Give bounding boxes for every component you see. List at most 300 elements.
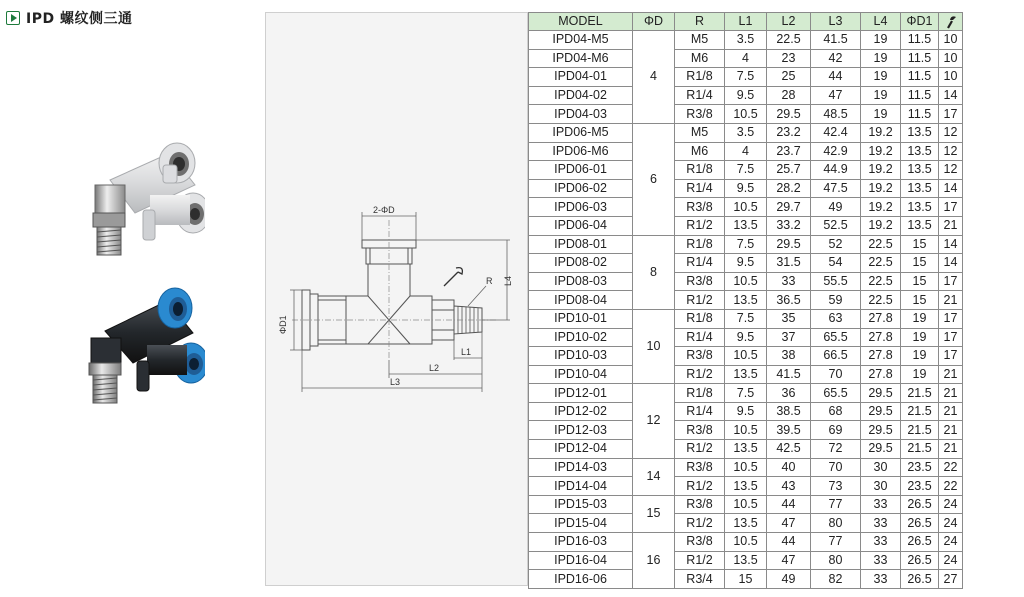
cell-d1: 11.5: [901, 31, 939, 50]
cell-model: IPD14-04: [529, 477, 633, 496]
cell-l1: 10.5: [725, 105, 767, 124]
cell-d: 15: [633, 495, 675, 532]
cell-model: IPD14-03: [529, 458, 633, 477]
cell-hex: 21: [939, 384, 963, 403]
cell-d1: 11.5: [901, 49, 939, 68]
cell-l3: 42.9: [811, 142, 861, 161]
cell-l1: 10.5: [725, 272, 767, 291]
cell-l3: 52: [811, 235, 861, 254]
cell-r: R1/8: [675, 309, 725, 328]
cell-d1: 19: [901, 309, 939, 328]
cell-l1: 7.5: [725, 68, 767, 87]
cell-l4: 29.5: [861, 384, 901, 403]
cell-hex: 14: [939, 254, 963, 273]
cell-l3: 70: [811, 458, 861, 477]
cell-r: R1/2: [675, 291, 725, 310]
cell-l1: 10.5: [725, 495, 767, 514]
cell-l2: 33.2: [767, 216, 811, 235]
cell-d1: 13.5: [901, 161, 939, 180]
cell-hex: 10: [939, 31, 963, 50]
cell-l2: 43: [767, 477, 811, 496]
cell-l2: 25.7: [767, 161, 811, 180]
table-row: [529, 570, 963, 589]
cell-l3: 70: [811, 365, 861, 384]
cell-l1: 13.5: [725, 551, 767, 570]
cell-l4: 19.2: [861, 179, 901, 198]
cell-model: IPD12-01: [529, 384, 633, 403]
table-row: [529, 458, 963, 477]
table-row: [529, 291, 963, 310]
header-d: ΦD: [633, 13, 675, 31]
cell-l4: 27.8: [861, 365, 901, 384]
cell-model: IPD10-01: [529, 309, 633, 328]
cell-model: IPD08-04: [529, 291, 633, 310]
cell-l2: 44: [767, 533, 811, 552]
cell-l3: 55.5: [811, 272, 861, 291]
cell-l4: 29.5: [861, 402, 901, 421]
black-fitting-photo: [55, 283, 205, 408]
cell-l2: 33: [767, 272, 811, 291]
label-l4: L4: [503, 275, 513, 286]
technical-drawing: [272, 200, 522, 400]
cell-l2: 38.5: [767, 402, 811, 421]
cell-l4: 19: [861, 31, 901, 50]
table-row: [529, 235, 963, 254]
cell-model: IPD04-M6: [529, 49, 633, 68]
cell-d1: 13.5: [901, 198, 939, 217]
cell-l4: 33: [861, 495, 901, 514]
cell-model: IPD06-01: [529, 161, 633, 180]
cell-d1: 13.5: [901, 123, 939, 142]
header-l4: L4: [861, 13, 901, 31]
cell-l2: 40: [767, 458, 811, 477]
table-row: [529, 347, 963, 366]
cell-l2: 36.5: [767, 291, 811, 310]
cell-d: 8: [633, 235, 675, 309]
cell-r: R1/8: [675, 161, 725, 180]
label-l2: L2: [429, 363, 440, 373]
cell-hex: 24: [939, 495, 963, 514]
cell-d: 12: [633, 384, 675, 458]
cell-d: 4: [633, 31, 675, 124]
cell-r: R3/8: [675, 105, 725, 124]
cell-l4: 22.5: [861, 272, 901, 291]
cell-hex: 14: [939, 86, 963, 105]
table-row: [529, 421, 963, 440]
cell-l1: 9.5: [725, 86, 767, 105]
cell-l1: 7.5: [725, 161, 767, 180]
cell-l1: 7.5: [725, 384, 767, 403]
cell-l3: 59: [811, 291, 861, 310]
header-l1: L1: [725, 13, 767, 31]
table-row: [529, 477, 963, 496]
label-r: R: [486, 276, 493, 286]
cell-l4: 33: [861, 533, 901, 552]
cell-l3: 44: [811, 68, 861, 87]
cell-l2: 29.5: [767, 235, 811, 254]
cell-hex: 21: [939, 402, 963, 421]
cell-r: M6: [675, 142, 725, 161]
cell-hex: 24: [939, 551, 963, 570]
cell-hex: 21: [939, 216, 963, 235]
cell-hex: 12: [939, 123, 963, 142]
spec-table: [528, 12, 963, 589]
cell-d1: 15: [901, 235, 939, 254]
cell-l2: 23: [767, 49, 811, 68]
cell-model: IPD16-04: [529, 551, 633, 570]
cell-r: R1/4: [675, 86, 725, 105]
table-row: [529, 68, 963, 87]
cell-hex: 24: [939, 514, 963, 533]
cell-model: IPD04-02: [529, 86, 633, 105]
cell-l1: 13.5: [725, 514, 767, 533]
cell-l4: 27.8: [861, 347, 901, 366]
cell-r: R3/8: [675, 458, 725, 477]
cell-l4: 27.8: [861, 309, 901, 328]
cell-l2: 28: [767, 86, 811, 105]
table-row: [529, 31, 963, 50]
cell-l2: 31.5: [767, 254, 811, 273]
cell-l2: 37: [767, 328, 811, 347]
cell-model: IPD08-01: [529, 235, 633, 254]
cell-hex: 12: [939, 161, 963, 180]
cell-r: R1/2: [675, 365, 725, 384]
cell-hex: 22: [939, 458, 963, 477]
cell-d1: 23.5: [901, 458, 939, 477]
cell-l4: 19.2: [861, 142, 901, 161]
cell-r: M5: [675, 31, 725, 50]
cell-r: R1/8: [675, 384, 725, 403]
cell-l3: 47: [811, 86, 861, 105]
cell-l3: 77: [811, 533, 861, 552]
cell-r: R1/8: [675, 68, 725, 87]
cell-d: 6: [633, 123, 675, 235]
cell-l4: 19: [861, 86, 901, 105]
cell-hex: 17: [939, 272, 963, 291]
cell-hex: 17: [939, 328, 963, 347]
play-icon: [6, 11, 20, 25]
cell-d: 16: [633, 533, 675, 589]
cell-l3: 54: [811, 254, 861, 273]
title-text: 螺纹侧三通: [59, 11, 133, 27]
cell-hex: 10: [939, 68, 963, 87]
table-row: [529, 309, 963, 328]
header-r: R: [675, 13, 725, 31]
label-d1: ΦD1: [278, 315, 288, 334]
table-row: [529, 123, 963, 142]
cell-d1: 23.5: [901, 477, 939, 496]
cell-d1: 13.5: [901, 216, 939, 235]
label-l1: L1: [461, 347, 472, 357]
cell-l4: 22.5: [861, 254, 901, 273]
cell-l1: 10.5: [725, 458, 767, 477]
cell-r: R1/2: [675, 551, 725, 570]
table-row: [529, 365, 963, 384]
table-header: [529, 13, 963, 31]
table-row: [529, 384, 963, 403]
cell-hex: 17: [939, 105, 963, 124]
table-row: [529, 254, 963, 273]
cell-l2: 29.7: [767, 198, 811, 217]
cell-model: IPD06-03: [529, 198, 633, 217]
cell-l2: 35: [767, 309, 811, 328]
cell-model: IPD10-04: [529, 365, 633, 384]
cell-l4: 22.5: [861, 291, 901, 310]
cell-d1: 19: [901, 328, 939, 347]
cell-model: IPD06-M6: [529, 142, 633, 161]
cell-l2: 25: [767, 68, 811, 87]
table-row: [529, 142, 963, 161]
cell-d1: 26.5: [901, 514, 939, 533]
cell-l2: 29.5: [767, 105, 811, 124]
cell-hex: 22: [939, 477, 963, 496]
cell-l4: 30: [861, 458, 901, 477]
table-row: [529, 533, 963, 552]
cell-l1: 13.5: [725, 365, 767, 384]
cell-l3: 66.5: [811, 347, 861, 366]
label-2-d: 2-ΦD: [373, 205, 395, 215]
cell-hex: 24: [939, 533, 963, 552]
page-title: [6, 9, 132, 27]
cell-d1: 13.5: [901, 142, 939, 161]
cell-r: R3/8: [675, 495, 725, 514]
table-row: [529, 86, 963, 105]
cell-l1: 13.5: [725, 440, 767, 459]
cell-d1: 26.5: [901, 495, 939, 514]
cell-model: IPD12-03: [529, 421, 633, 440]
cell-l4: 19.2: [861, 123, 901, 142]
cell-r: R1/2: [675, 477, 725, 496]
cell-r: M6: [675, 49, 725, 68]
cell-r: R1/4: [675, 328, 725, 347]
cell-d1: 21.5: [901, 440, 939, 459]
cell-model: IPD06-04: [529, 216, 633, 235]
table-row: [529, 161, 963, 180]
cell-l2: 41.5: [767, 365, 811, 384]
cell-l3: 44.9: [811, 161, 861, 180]
cell-l2: 23.2: [767, 123, 811, 142]
cell-l1: 10.5: [725, 347, 767, 366]
header-d1: ΦD1: [901, 13, 939, 31]
table-row: [529, 328, 963, 347]
cell-l4: 33: [861, 570, 901, 589]
cell-model: IPD06-M5: [529, 123, 633, 142]
cell-l1: 3.5: [725, 123, 767, 142]
cell-model: IPD04-M5: [529, 31, 633, 50]
cell-l4: 19: [861, 105, 901, 124]
cell-l3: 68: [811, 402, 861, 421]
cell-model: IPD15-04: [529, 514, 633, 533]
cell-l1: 10.5: [725, 533, 767, 552]
cell-d: 14: [633, 458, 675, 495]
cell-hex: 17: [939, 309, 963, 328]
cell-d1: 13.5: [901, 179, 939, 198]
cell-l3: 72: [811, 440, 861, 459]
cell-hex: 14: [939, 179, 963, 198]
cell-model: IPD10-02: [529, 328, 633, 347]
cell-l4: 19.2: [861, 161, 901, 180]
cell-l1: 7.5: [725, 235, 767, 254]
cell-l3: 69: [811, 421, 861, 440]
cell-l1: 9.5: [725, 402, 767, 421]
cell-l2: 23.7: [767, 142, 811, 161]
cell-hex: 17: [939, 198, 963, 217]
cell-d1: 21.5: [901, 421, 939, 440]
cell-d1: 11.5: [901, 86, 939, 105]
cell-model: IPD16-06: [529, 570, 633, 589]
cell-r: M5: [675, 123, 725, 142]
cell-model: IPD04-03: [529, 105, 633, 124]
cell-model: IPD15-03: [529, 495, 633, 514]
cell-l4: 33: [861, 551, 901, 570]
cell-model: IPD08-02: [529, 254, 633, 273]
cell-model: IPD08-03: [529, 272, 633, 291]
table-row: [529, 551, 963, 570]
cell-l3: 82: [811, 570, 861, 589]
cell-l4: 19: [861, 68, 901, 87]
cell-r: R1/4: [675, 402, 725, 421]
cell-r: R3/8: [675, 198, 725, 217]
table-row: [529, 49, 963, 68]
cell-l1: 4: [725, 142, 767, 161]
header-l2: L2: [767, 13, 811, 31]
cell-d1: 26.5: [901, 570, 939, 589]
cell-r: R1/8: [675, 235, 725, 254]
cell-l2: 22.5: [767, 31, 811, 50]
cell-d: 10: [633, 309, 675, 383]
cell-l1: 9.5: [725, 328, 767, 347]
cell-l2: 47: [767, 514, 811, 533]
cell-l2: 36: [767, 384, 811, 403]
cell-l1: 9.5: [725, 179, 767, 198]
cell-d1: 15: [901, 272, 939, 291]
table-row: [529, 514, 963, 533]
cell-d1: 21.5: [901, 402, 939, 421]
grey-fitting-photo: [55, 125, 205, 260]
table-row: [529, 495, 963, 514]
cell-l3: 47.5: [811, 179, 861, 198]
cell-d1: 26.5: [901, 551, 939, 570]
cell-hex: 14: [939, 235, 963, 254]
title-code: IPD: [26, 11, 55, 27]
cell-l3: 41.5: [811, 31, 861, 50]
cell-model: IPD16-03: [529, 533, 633, 552]
cell-l3: 65.5: [811, 328, 861, 347]
cell-l2: 42.5: [767, 440, 811, 459]
table-row: [529, 272, 963, 291]
cell-l3: 80: [811, 514, 861, 533]
cell-l3: 42: [811, 49, 861, 68]
cell-d1: 11.5: [901, 68, 939, 87]
cell-l3: 42.4: [811, 123, 861, 142]
cell-l3: 63: [811, 309, 861, 328]
table-row: [529, 179, 963, 198]
table-row: [529, 105, 963, 124]
cell-l3: 49: [811, 198, 861, 217]
cell-model: IPD10-03: [529, 347, 633, 366]
cell-model: IPD04-01: [529, 68, 633, 87]
cell-l1: 10.5: [725, 198, 767, 217]
cell-d1: 26.5: [901, 533, 939, 552]
cell-l4: 19.2: [861, 216, 901, 235]
cell-l2: 49: [767, 570, 811, 589]
cell-l4: 29.5: [861, 440, 901, 459]
cell-l4: 19.2: [861, 198, 901, 217]
wrench-icon: [945, 15, 957, 29]
cell-d1: 21.5: [901, 384, 939, 403]
cell-l1: 4: [725, 49, 767, 68]
cell-l2: 38: [767, 347, 811, 366]
cell-l4: 22.5: [861, 235, 901, 254]
header-l3: L3: [811, 13, 861, 31]
cell-l1: 9.5: [725, 254, 767, 273]
cell-r: R1/4: [675, 254, 725, 273]
cell-hex: 21: [939, 440, 963, 459]
table-row: [529, 216, 963, 235]
cell-l4: 29.5: [861, 421, 901, 440]
cell-hex: 21: [939, 291, 963, 310]
cell-l4: 19: [861, 49, 901, 68]
cell-l1: 15: [725, 570, 767, 589]
cell-l1: 13.5: [725, 477, 767, 496]
cell-l3: 73: [811, 477, 861, 496]
cell-d1: 19: [901, 347, 939, 366]
cell-r: R1/2: [675, 216, 725, 235]
cell-l1: 7.5: [725, 309, 767, 328]
table-row: [529, 402, 963, 421]
cell-l3: 80: [811, 551, 861, 570]
cell-hex: 27: [939, 570, 963, 589]
cell-l2: 44: [767, 495, 811, 514]
cell-l4: 30: [861, 477, 901, 496]
cell-r: R3/8: [675, 272, 725, 291]
cell-d1: 11.5: [901, 105, 939, 124]
cell-hex: 17: [939, 347, 963, 366]
header-model: MODEL: [529, 13, 633, 31]
cell-model: IPD06-02: [529, 179, 633, 198]
cell-l1: 10.5: [725, 421, 767, 440]
cell-l1: 13.5: [725, 216, 767, 235]
cell-l4: 33: [861, 514, 901, 533]
cell-r: R1/4: [675, 179, 725, 198]
cell-model: IPD12-04: [529, 440, 633, 459]
cell-hex: 21: [939, 421, 963, 440]
cell-hex: 12: [939, 142, 963, 161]
cell-r: R3/4: [675, 570, 725, 589]
cell-r: R3/8: [675, 347, 725, 366]
cell-l3: 48.5: [811, 105, 861, 124]
cell-r: R3/8: [675, 421, 725, 440]
header-wrench: [939, 13, 963, 31]
table-row: [529, 198, 963, 217]
cell-d1: 15: [901, 291, 939, 310]
cell-l3: 77: [811, 495, 861, 514]
cell-l3: 65.5: [811, 384, 861, 403]
cell-l2: 47: [767, 551, 811, 570]
table-row: [529, 440, 963, 459]
cell-d1: 15: [901, 254, 939, 273]
cell-model: IPD12-02: [529, 402, 633, 421]
cell-r: R1/2: [675, 440, 725, 459]
cell-hex: 10: [939, 49, 963, 68]
cell-r: R1/2: [675, 514, 725, 533]
cell-l2: 28.2: [767, 179, 811, 198]
cell-l2: 39.5: [767, 421, 811, 440]
cell-d1: 19: [901, 365, 939, 384]
cell-hex: 21: [939, 365, 963, 384]
cell-l3: 52.5: [811, 216, 861, 235]
cell-r: R3/8: [675, 533, 725, 552]
